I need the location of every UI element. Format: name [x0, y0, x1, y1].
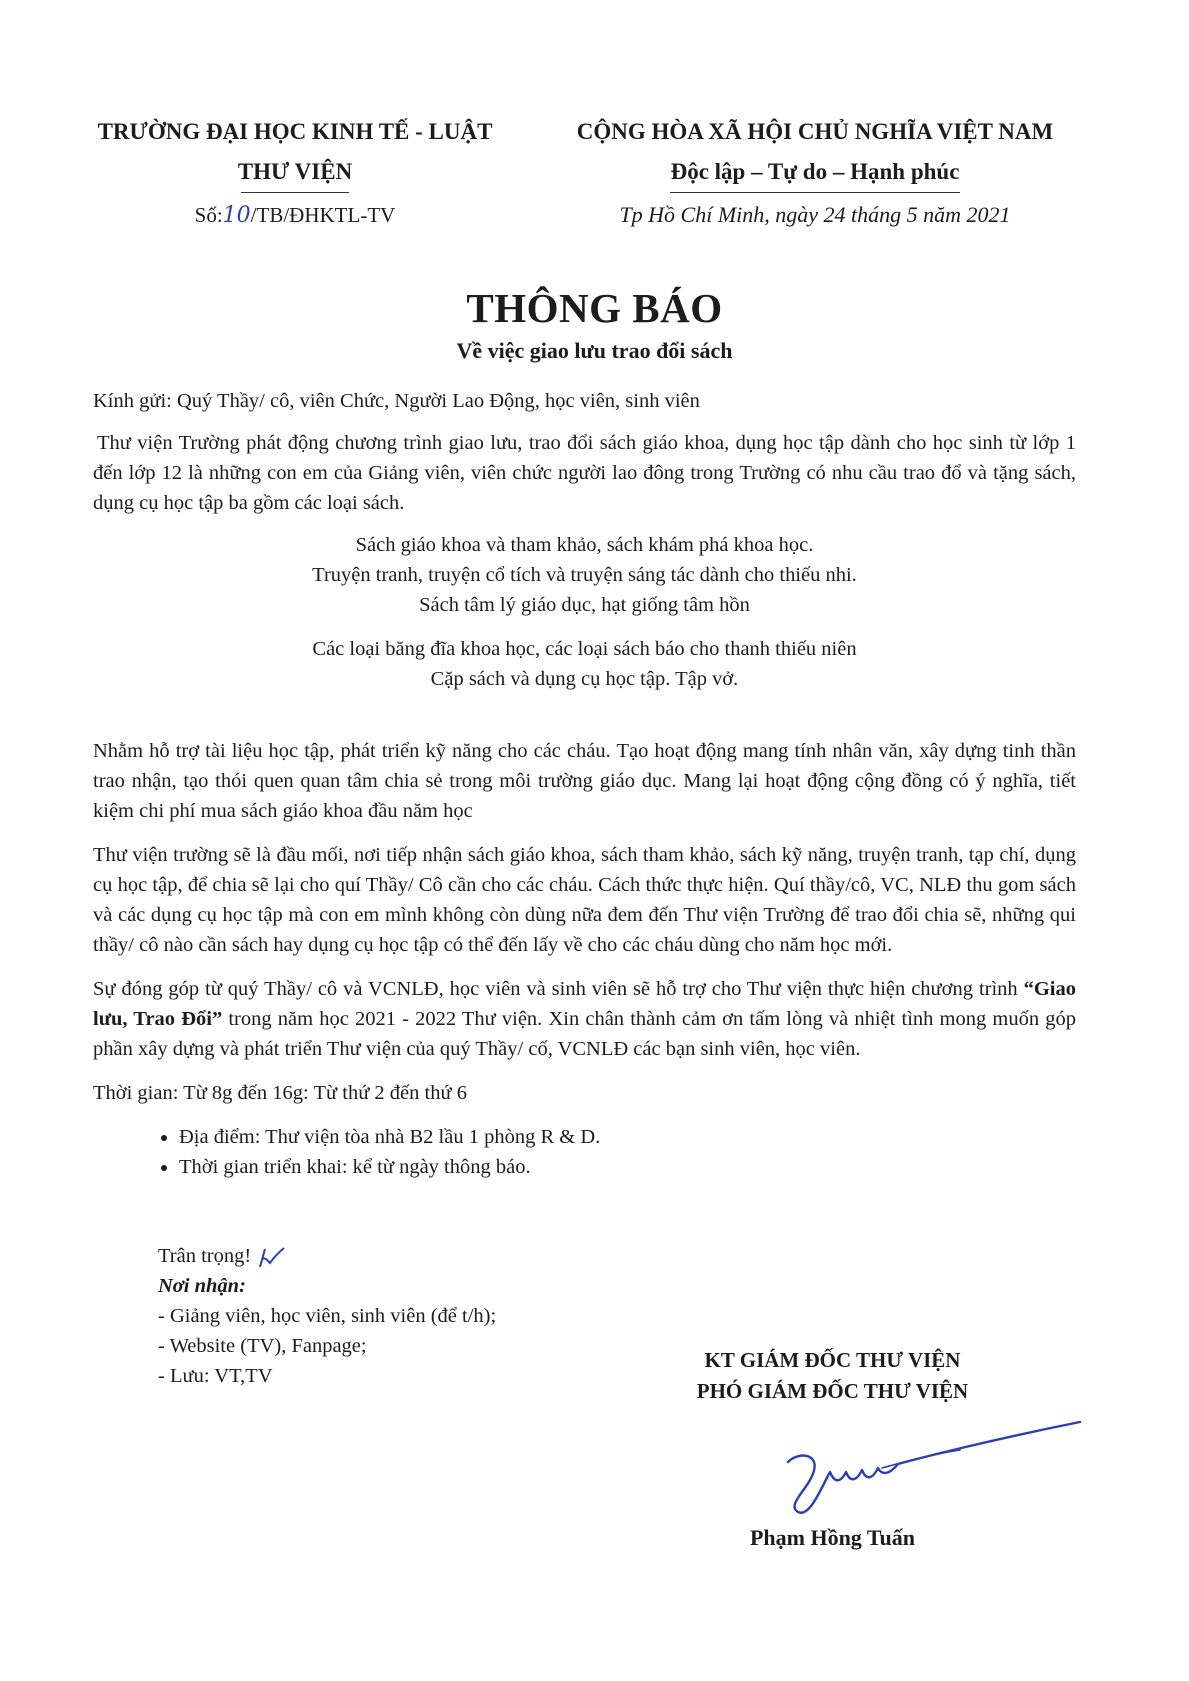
motto-underline: [670, 192, 960, 193]
closing-text: Trân trọng!: [158, 1245, 252, 1267]
book-types-group-1: [93, 530, 1076, 620]
book-type-item: Cặp sách và dụng cụ học tập. Tập vở.: [430, 668, 739, 690]
book-type-item: Truyện tranh, truyện cổ tích và truyện sáng tác dành cho thiếu nhi.: [312, 564, 857, 586]
details-list: [93, 1122, 1076, 1182]
title-block: [0, 283, 1189, 369]
signature-title-1: KT GIÁM ĐỐC THƯ VIỆN: [704, 1348, 961, 1372]
initial-mark-icon: [256, 1245, 286, 1269]
motto: Độc lập – Tự do – Hạnh phúc: [670, 159, 960, 184]
document-date: Tp Hồ Chí Minh, ngày 24 tháng 5 năm 2021: [619, 202, 1011, 227]
document-title: THÔNG BÁO: [466, 285, 723, 331]
paragraph-4-after: trong năm học 2021 - 2022 Thư viện. Xin chân thành cảm ơn tấm lòng và nhiệt tình mong muốn góp phần xây dựng và phát triển Thư viện của quý Thầy/ cố, VCNLĐ các bạn sinh viên, học viên.: [93, 1008, 1076, 1060]
document-body: [93, 386, 1076, 1182]
recipient-item: - Giảng viên, học viên, sinh viên (để t/h);: [158, 1305, 497, 1327]
reference-number: [70, 195, 520, 236]
book-type-item: Sách tâm lý giáo dục, hạt giống tâm hồn: [419, 594, 750, 616]
time-line: Thời gian: Từ 8g đến 16g: Từ thứ 2 đến thứ 6: [93, 1082, 467, 1104]
unit-underline: [241, 192, 349, 193]
signer-name: Phạm Hồng Tuấn: [749, 1525, 916, 1550]
unit-wrapper: [238, 152, 352, 193]
header-right: [545, 112, 1085, 235]
closing-line: [158, 1241, 496, 1271]
paragraph-3: Thư viện trường sẽ là đầu mối, nơi tiếp nhận sách giáo khoa, sách tham khảo, sách kỹ năng, truyện tranh, tạp chí, dụng cụ học tập, để chia sẽ lại cho quí Thầy/ Cô cần cho các cháu. Cách thức thực hiện. Quí thầy/cô, VC, NLĐ thu gom sách và các dụng cụ học tập mà con em mình không còn dùng nữa đem đến Thư viện Trường để trao đổi chia sẽ, những qui thầy/ cô nào cần sách hay dụng cụ học tập có thể đến lấy về cho các cháu dùng cho năm học mới.: [93, 844, 1076, 956]
ref-prefix: Số:: [194, 203, 223, 227]
paragraph-2: Nhằm hỗ trợ tài liệu học tập, phát triển kỹ năng cho các cháu. Tạo hoạt động mang tính nhân văn, xây dựng tinh thần trao nhận, tạo thói quen quan tâm chia sẻ trong môi trường giáo dục. Mang lại hoạt động cộng đồng có ý nghĩa, tiết kiệm chi phí mua sách giáo khoa đầu năm học: [93, 740, 1076, 822]
greeting-line: Kính gửi: Quý Thầy/ cô, viên Chức, Người Lao Động, học viên, sinh viên: [93, 390, 700, 412]
paragraph-4-before: Sự đóng góp từ quý Thầy/ cô và VCNLĐ, học viên và sinh viên sẽ hỗ trợ cho Thư viện thực hiện chương trình: [93, 978, 1024, 1000]
recipient-item: - Website (TV), Fanpage;: [158, 1335, 367, 1357]
program-name: “Giao lưu, Trao Đổi”: [93, 978, 1076, 1030]
document-subtitle: Về việc giao lưu trao đổi sách: [456, 338, 733, 363]
signature-title-2: PHÓ GIÁM ĐỐC THƯ VIỆN: [696, 1379, 969, 1403]
recipients-block: [158, 1241, 496, 1391]
paragraph-1: Thư viện Trường phát động chương trình giao lưu, trao đổi sách giáo khoa, dụng học tập dành cho học sinh từ lớp 1 đến lớp 12 là những con em của Giảng viên, viên chức người lao đông trong Trường có nhu cầu trao đổ và tặng sách, dụng cụ học tập ba gồm các loại sách.: [93, 432, 1076, 514]
recipients-title: Nơi nhận:: [158, 1275, 246, 1297]
ref-handwritten-number: 10: [222, 203, 251, 228]
book-type-item: Sách giáo khoa và tham khảo, sách khám phá khoa học.: [355, 534, 814, 556]
book-type-item: Các loại băng đĩa khoa học, các loại sách báo cho thanh thiếu niên: [312, 638, 857, 660]
motto-wrapper: [670, 152, 960, 193]
list-item: • Thời gian triển khai: kể từ ngày thông báo.: [179, 1152, 1076, 1182]
paragraph-4: [93, 974, 1076, 1064]
organization-name: TRƯỜNG ĐẠI HỌC KINH TẾ - LUẬT: [97, 119, 493, 144]
handwritten-signature-icon: [770, 1420, 1090, 1530]
ref-suffix: /TB/ĐHKTL-TV: [250, 203, 396, 227]
recipient-item: - Lưu: VT,TV: [158, 1365, 273, 1387]
country-name: CỘNG HÒA XÃ HỘI CHỦ NGHĨA VIỆT NAM: [576, 119, 1054, 144]
header-left: [70, 112, 520, 236]
unit-name: THƯ VIỆN: [237, 159, 353, 184]
book-types-group-2: [93, 634, 1076, 694]
list-item: • Địa điểm: Thư viện tòa nhà B2 lầu 1 phòng R & D.: [179, 1122, 1076, 1152]
